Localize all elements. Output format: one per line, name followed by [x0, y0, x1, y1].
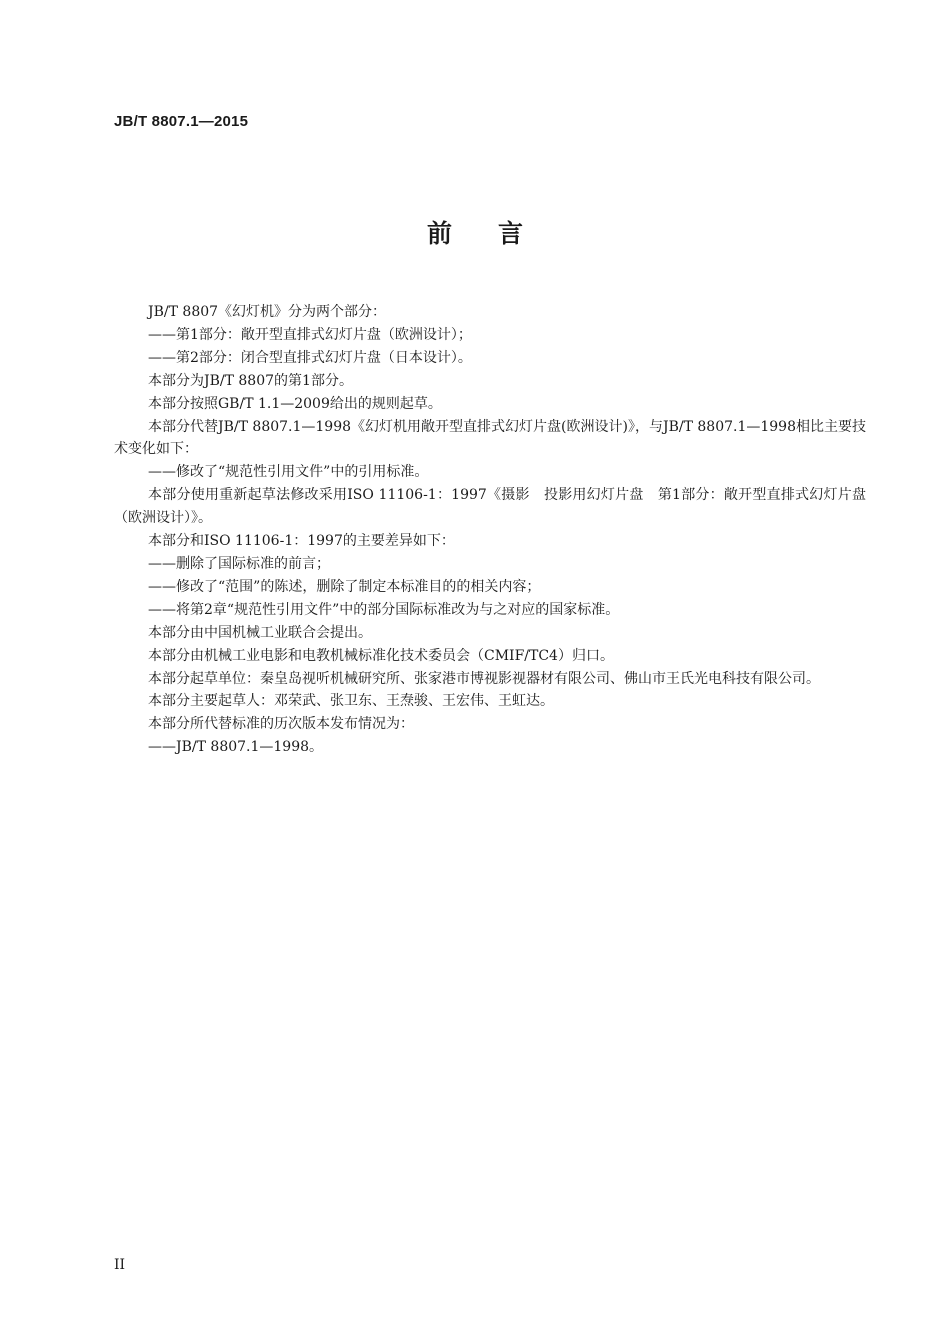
paragraph-drafting-rules: 本部分按照GB/T 1.1—2009给出的规则起草。 [148, 395, 442, 412]
paragraph-differences: 本部分和ISO 11106-1：1997的主要差异如下： [148, 533, 455, 550]
list-item-part-2: ——第2部分：闭合型直排式幻灯片盘（日本设计）。 [148, 349, 472, 366]
paragraph-parts-intro: JB/T 8807《幻灯机》分为两个部分： [148, 304, 387, 320]
list-item-difference-3: ——将第2章“规范性引用文件”中的部分国际标准改为与之对应的国家标准。 [148, 601, 620, 618]
paragraph-under-jurisdiction: 本部分由机械工业电影和电教机械标准化技术委员会（CMIF/TC4）归口。 [148, 647, 614, 664]
page-number: II [114, 1257, 126, 1273]
paragraph-history: 本部分所代替标准的历次版本发布情况为： [148, 716, 414, 733]
foreword-body [114, 301, 866, 759]
list-item-difference-2: ——修改了“范围”的陈述，删除了制定本标准目的的相关内容； [148, 578, 541, 595]
standard-number: JB/T 8807.1—2015 [114, 113, 249, 130]
paragraph-adoption: 本部分使用重新起草法修改采用ISO 11106-1：1997《摄影 投影用幻灯片盘 第1部分：敞开型直排式幻灯片盘（欧洲设计）》。 [114, 487, 866, 527]
paragraph-this-part: 本部分为JB/T 8807的第1部分。 [148, 372, 353, 389]
paragraph-replaces: 本部分代替JB/T 8807.1—1998《幻灯机用敞开型直排式幻灯片盘(欧洲设计)》，与JB/T 8807.1—1998相比主要技术变化如下： [114, 418, 866, 458]
list-item-previous-edition: ——JB/T 8807.1—1998。 [148, 739, 324, 756]
list-item-change: ——修改了“规范性引用文件”中的引用标准。 [148, 464, 429, 481]
paragraph-drafting-units: 本部分起草单位：秦皇岛视听机械研究所、张家港市博视影视器材有限公司、佛山市王氏光电科技有限公司。 [148, 670, 820, 687]
paragraph-proposed-by: 本部分由中国机械工业联合会提出。 [148, 624, 372, 641]
page-title: 前言 [426, 219, 569, 248]
list-item-part-1: ——第1部分：敞开型直排式幻灯片盘（欧洲设计）； [148, 326, 472, 343]
list-item-difference-1: ——删除了国际标准的前言； [148, 555, 330, 572]
paragraph-drafters: 本部分主要起草人：邓荣武、张卫东、王焘骏、王宏伟、王虹达。 [148, 693, 554, 710]
